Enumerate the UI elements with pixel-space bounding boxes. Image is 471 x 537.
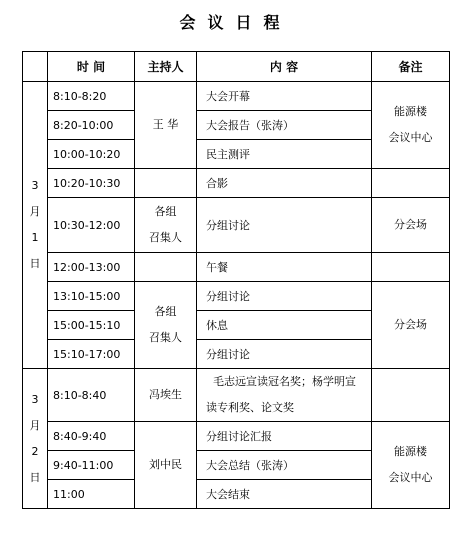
note-cell-empty	[372, 253, 450, 282]
table-row	[23, 82, 450, 111]
header-content: 内 容	[197, 52, 372, 82]
time-cell: 10:00-10:20	[48, 140, 135, 169]
content-cell: 民主测评	[197, 140, 372, 169]
date-day1: 3 月 1 日	[23, 82, 48, 369]
content-cell: 分组讨论汇报	[197, 422, 372, 451]
table-row	[23, 253, 450, 282]
note-cell-empty	[372, 169, 450, 198]
host-cell: 冯埃生	[135, 369, 197, 422]
host-cell: 王 华	[135, 82, 197, 169]
time-cell: 13:10-15:00	[48, 282, 135, 311]
host-cell: 各组 召集人	[135, 282, 197, 369]
time-cell: 12:00-13:00	[48, 253, 135, 282]
time-cell: 8:10-8:40	[48, 369, 135, 422]
note-cell: 能源楼 会议中心	[372, 82, 450, 169]
time-cell: 10:20-10:30	[48, 169, 135, 198]
content-cell: 大会总结（张涛）	[197, 451, 372, 480]
content-cell: 大会开幕	[197, 82, 372, 111]
table-row	[23, 369, 450, 422]
time-cell: 8:40-9:40	[48, 422, 135, 451]
page-title: 会议日程	[179, 13, 292, 32]
header-time: 时 间	[48, 52, 135, 82]
header-date	[23, 52, 48, 82]
host-cell: 刘中民	[135, 422, 197, 509]
table-row	[23, 169, 450, 198]
table-row	[23, 282, 450, 311]
content-cell: 休息	[197, 311, 372, 340]
content-cell: 分组讨论	[197, 198, 372, 253]
schedule-table	[22, 51, 450, 509]
date-day2: 3 月 2 日	[23, 369, 48, 509]
time-cell: 8:20-10:00	[48, 111, 135, 140]
time-cell: 15:10-17:00	[48, 340, 135, 369]
time-cell: 8:10-8:20	[48, 82, 135, 111]
header-row	[23, 52, 450, 82]
content-cell: 毛志远宣读冠名奖；杨学明宣 读专利奖、论文奖	[197, 369, 372, 422]
content-cell: 合影	[197, 169, 372, 198]
content-cell: 大会报告（张涛）	[197, 111, 372, 140]
time-cell: 11:00	[48, 480, 135, 509]
table-row	[23, 422, 450, 451]
content-cell: 大会结束	[197, 480, 372, 509]
host-cell-empty	[135, 169, 197, 198]
note-cell: 能源楼 会议中心	[372, 422, 450, 509]
note-cell: 分会场	[372, 198, 450, 253]
content-cell: 分组讨论	[197, 340, 372, 369]
time-cell: 15:00-15:10	[48, 311, 135, 340]
table-row	[23, 198, 450, 253]
time-cell: 10:30-12:00	[48, 198, 135, 253]
header-note: 备注	[372, 52, 450, 82]
content-cell: 分组讨论	[197, 282, 372, 311]
content-cell: 午餐	[197, 253, 372, 282]
host-cell-empty	[135, 253, 197, 282]
note-cell: 分会场	[372, 282, 450, 369]
note-cell-empty	[372, 369, 450, 422]
header-host: 主持人	[135, 52, 197, 82]
host-cell: 各组 召集人	[135, 198, 197, 253]
time-cell: 9:40-11:00	[48, 451, 135, 480]
